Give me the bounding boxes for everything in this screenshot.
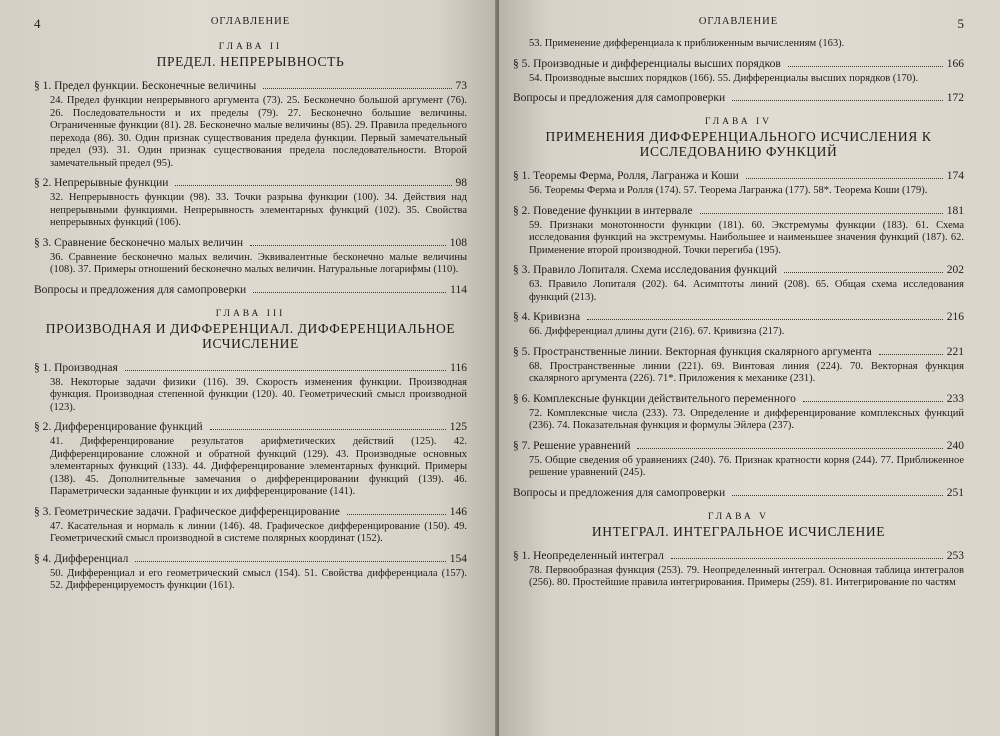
section-subtopics: 24. Предел функции непрерывного аргумента (73). 25. Бесконечно большой аргумент (76). 26. Последовательности и их пределы (79). 27. Бесконечно большие величины. Ограниченные функции (81). 28. Бесконечно малые величины (85). 29. Правила предельного перехода (86). 30. Один признак существования предела функции. Первый замечательный предел (93). 31. Один признак существования предела последовательности. Второй замечательный предел (95). [50,95,467,169]
section-subtopics: 59. Признаки монотонности функции (181). 60. Экстремумы функции (183). 61. Схема исследования функций на экстремумы. Наибольшее и наименьшее значения функций (187). 62. Применение второй производной. Точки перегиба (195). [529,219,964,256]
section-page: 181 [946,204,964,217]
left-page [0,0,497,736]
section-page: 202 [946,264,964,276]
section-page: 253 [946,549,964,562]
section-title: § 2. Дифференцирование функций [34,421,203,433]
section-page: 125 [449,421,467,433]
toc-section [513,169,964,198]
section-page: 146 [449,505,467,518]
section-title: § 3. Геометрические задачи. Графическое дифференцирование [34,505,340,518]
page-number: 4 [34,16,41,31]
section-subtopics: 50. Дифференциал и его геометрический смысл (154). 51. Свойства дифференциала (157). 52. Дифференцируемость функции (161). [50,567,467,591]
section-page: 251 [946,486,964,499]
section-page: 98 [455,177,467,189]
section-subtopics: 41. Дифференцирование результатов арифметических действий (125). 42. Дифференцирование сложной и обратной функций (129). 43. Производные основных элементарных функций (133). 44. Дифференцирование элементарных функций. Примеры (138). 45. Дополнительные замечания о дифференцировании функций (139). 46. Параметрически заданные функции и их дифференцирование (141). [50,436,467,497]
section-title: § 1. Теоремы Ферма, Ролля, Лагранжа и Коши [513,170,739,182]
toc-section [513,91,964,105]
toc-section [513,439,964,480]
section-page: 114 [450,283,467,296]
section-subtopics: 32. Непрерывность функции (98). 33. Точки разрыва функции (100). 34. Действия над непрерывными функциями. Непрерывность элементарных функций (102). 35. Свойства непрерывных функций (106). [50,192,467,228]
section-page: 221 [946,345,964,358]
section-subtopics: 56. Теоремы Ферма и Ролля (174). 57. Теорема Лагранжа (177). 58*. Теорема Коши (179). [529,185,928,196]
toc-section [513,486,964,500]
section-page: 166 [946,57,964,70]
chapter-title: ПРОИЗВОДНАЯ И ДИФФЕРЕНЦИАЛ. ДИФФЕРЕНЦИАЛЬНОЕ ИСЧИСЛЕНИЕ [45,320,456,351]
section-subtopics: 78. Первообразная функция (253). 79. Неопределенный интеграл. Основная таблица интегралов (256). 80. Простейшие правила интегрирования. Примеры (259). 81. Интегрирование по частям [529,564,964,588]
section-subtopics: 38. Некоторые задачи физики (116). 39. Скорость изменения функции. Производная функция. Производная степенной функции (120). 40. Геометрический смысл производной (123). [50,376,467,413]
section-subtopics: 47. Касательная и нормаль к линии (146). 48. Графическое дифференцирование (150). 49. Геометрический смысл производной в системе полярных координат (152). [50,520,467,544]
section-title: § 1. Неопределенный интеграл [513,549,664,562]
toc-section [34,79,467,170]
section-page: 174 [946,170,964,182]
section-title: Вопросы и предложения для самопроверки [34,283,247,296]
chapter-title: ПРЕДЕЛ. НЕПРЕРЫВНОСТЬ [156,54,345,69]
toc-section [513,263,964,304]
chapter-label: ГЛАВА IV [704,117,773,127]
toc-section [513,204,964,258]
chapter-title: ПРИМЕНЕНИЯ ДИФФЕРЕНЦИАЛЬНОГО ИСЧИСЛЕНИЯ К ИССЛЕДОВАНИЮ ФУНКЦИЙ [545,129,932,159]
toc-section [513,310,964,339]
section-page: 240 [946,439,964,452]
section-page: 172 [946,92,964,104]
toc-section [513,392,964,433]
section-title: § 1. Производная [34,361,118,374]
section-title: § 3. Правило Лопиталя. Схема исследования функций [513,264,778,276]
running-title: ОГЛАВЛЕНИЕ [698,16,779,27]
right-page [499,0,1000,736]
section-title: § 2. Поведение функции в интервале [513,204,693,217]
section-title: § 5. Пространственные линии. Векторная функция скалярного аргумента [513,345,872,358]
toc-section [513,549,964,590]
section-title: § 4. Кривизна [513,311,581,323]
chapter-label: ГЛАВА III [215,308,286,319]
section-title: § 7. Решение уравнений [513,439,631,452]
section-subtopics: 72. Комплексные числа (233). 73. Определение и дифференцирование комплексных функций (236). 74. Показательная функция и формулы Эйлера (237). [529,407,964,431]
section-page: 116 [450,361,467,374]
section-title: § 3. Сравнение бесконечно малых величин [34,236,244,249]
section-subtopics: 63. Правило Лопиталя (202). 64. Асимптоты линий (208). 65. Общая схема исследования функций (213). [529,279,964,303]
toc-section [34,236,467,277]
section-page: 216 [946,311,964,323]
section-page: 233 [946,392,964,405]
toc-section [34,505,467,546]
section-subtopics: 36. Сравнение бесконечно малых величин. Эквивалентные бесконечно малые величины (108). 37. Примеры отношений бесконечно малых величин. Натуральные логарифмы (110). [50,251,467,275]
section-title: Вопросы и предложения для самопроверки [513,486,726,499]
section-subtopics: 54. Производные высших порядков (166). 55. Дифференциалы высших порядков (170). [529,72,919,84]
toc-section [34,420,467,499]
section-page: 73 [455,80,467,92]
right-page-header [513,16,964,38]
chapter-label: ГЛАВА II [218,42,283,52]
chapter-label: ГЛАВА V [708,511,769,522]
section-subtopics: 66. Дифференциал длины дуги (216). 67. Кривизна (217). [529,326,785,337]
toc-section [34,176,467,230]
section-title: Вопросы и предложения для самопроверки [513,92,726,104]
page-number: 5 [957,16,964,31]
continued-subtopics: 53. Применение дифференциала к приближенным вычислениям (163). [529,38,845,49]
section-page: 108 [449,236,467,249]
section-subtopics: 68. Пространственные линии (221). 69. Винтовая линия (224). 70. Векторная функция скалярного аргумента (226). 71*. Приложения к механике (231). [529,360,964,384]
toc-section [34,361,467,415]
toc-section [34,283,467,297]
section-page: 154 [449,552,467,565]
chapter-title: ИНТЕГРАЛ. ИНТЕГРАЛЬНОЕ ИСЧИСЛЕНИЕ [591,523,886,539]
section-title: § 2. Непрерывные функции [34,177,169,189]
toc-section [34,552,467,593]
section-title: § 4. Дифференциал [34,552,129,565]
left-page-header [34,16,467,38]
running-title: ОГЛАВЛЕНИЕ [210,16,291,27]
section-subtopics: 75. Общие сведения об уравнениях (240). 76. Признак кратности корня (244). 77. Приближенное решение уравнений (245). [529,454,964,478]
toc-section [513,345,964,386]
section-title: § 1. Предел функции. Бесконечные величины [34,80,257,92]
section-title: § 6. Комплексные функции действительного переменного [513,392,796,405]
section-title: § 5. Производные и дифференциалы высших порядков [513,57,781,70]
toc-section [513,57,964,86]
